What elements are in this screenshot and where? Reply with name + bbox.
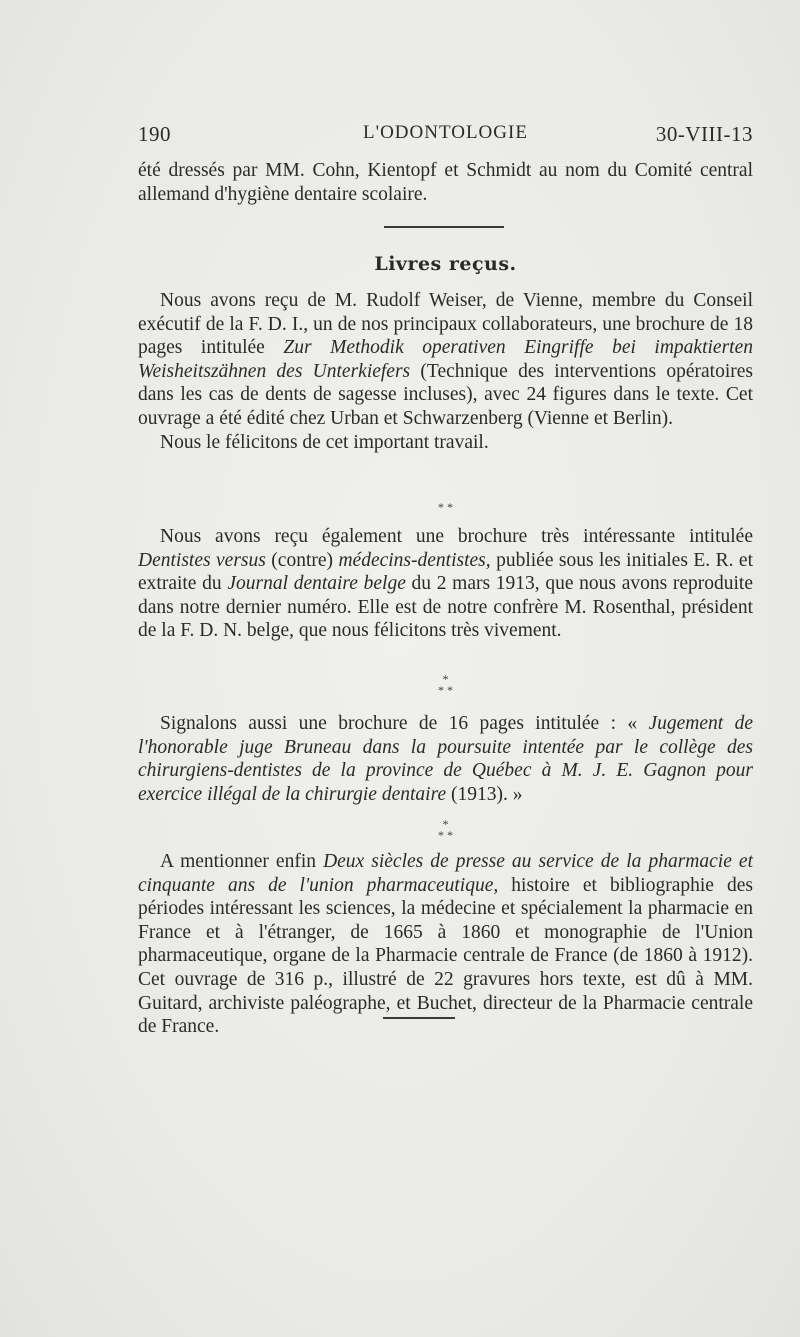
opening-text [138, 159, 753, 206]
paragraph-text: publiée sous les initiales E. R. et extraite du [138, 549, 753, 595]
asterism-stars-bottom: * * [438, 683, 453, 697]
opening-paragraph: été dressés par MM. Cohn, Kientopf et Schmidt au nom du Comité central allemand d'hygiène dentaire scolaire. [138, 160, 753, 205]
section-body-3 [138, 712, 753, 806]
paragraph-text: Nous avons reçu également une brochure très intéressante intitulée [160, 526, 753, 547]
book-title: Zur Methodik operativen Eingriffe bei impaktierten Weisheitszähnen des Unterkiefers [138, 337, 753, 382]
section-body [138, 289, 753, 454]
brochure-title: Dentistes versus [138, 549, 266, 571]
asterism-separator [138, 502, 753, 513]
brochure-title: Jugement de l'honorable juge Bruneau dans la poursuite intentée par le collège des chirurgiens-dentistes de la province de Québec à M. J. E. Gagnon pour exercice illégal de la chirurgie dentaire [138, 713, 753, 805]
section-body-2 [138, 525, 753, 643]
journal-title: L'ODONTOLOGIE [363, 122, 528, 143]
section-heading: Livres reçus. [374, 253, 517, 275]
paragraph-weiser [138, 289, 753, 431]
section-body-4 [138, 850, 753, 1039]
running-head [138, 122, 753, 152]
issue-date: 30-VIII-13 [655, 122, 753, 146]
paragraph-text: A mentionner enfin [160, 851, 324, 872]
book-title: Deux siècles de presse au service de la pharmacie et cinquante ans de l'union pharmaceutique, [138, 851, 753, 896]
section-divider [384, 226, 504, 228]
asterism-star-top: * [442, 817, 449, 831]
paragraph-felicitations: Nous le félicitons de cet important travail. [160, 431, 489, 453]
paragraph-text: (1913). » [446, 783, 523, 805]
paragraph-text: (Technique des interventions opératoires dans les cas de dents de sagesse incluses), avec 24 figures dans le texte. Cet ouvrage a été édité chez Urban et Schwarzenberg (Vienne et Berlin). [138, 360, 753, 429]
asterism-stars: * * [438, 500, 453, 514]
paragraph-text: Nous avons reçu de M. Rudolf Weiser, de Vienne, membre du Conseil exécutif de la F. D. I., un de nos principaux collaborateurs, une brochure de 18 pages intitulée [138, 290, 753, 359]
brochure-title: médecins-dentistes, [338, 549, 491, 571]
asterism-separator [138, 674, 753, 696]
paragraph-text: du 2 mars 1913, que nous avons reproduite dans notre dernier numéro. Elle est de notre confrère M. Rosenthal, président de la F. D. N. belge, que nous félicitons très vivement. [138, 573, 754, 642]
paragraph-rosenthal [138, 525, 753, 643]
paragraph-text: Signalons aussi une brochure de 16 pages intitulée : « [160, 713, 649, 734]
paragraph-text: histoire et bibliographie des périodes intéressant les sciences, la médecine et spécialement la pharmacie en France et à l'étranger, de 1665 à 1860 et monographie de l'Union pharmaceutique, organe de la Pharmacie centrale de France (de 1860 à 1912). Cet ouvrage de 316 p., illustré de 22 gravures hors texte, est dû à MM. Guitard, archiviste paléographe, et Buchet, directeur de la Pharmacie centrale de France. [138, 874, 753, 1038]
asterism-stars-bottom: * * [438, 828, 453, 842]
end-divider [383, 1017, 455, 1019]
paragraph-bruneau [138, 712, 753, 806]
asterism-separator [138, 819, 753, 841]
asterism-star-top: * [442, 672, 449, 686]
paragraph-text: (contre) [265, 549, 339, 571]
paragraph-pharmacie [138, 850, 753, 1039]
journal-name: Journal dentaire belge [227, 573, 406, 595]
page-number: 190 [138, 122, 171, 146]
